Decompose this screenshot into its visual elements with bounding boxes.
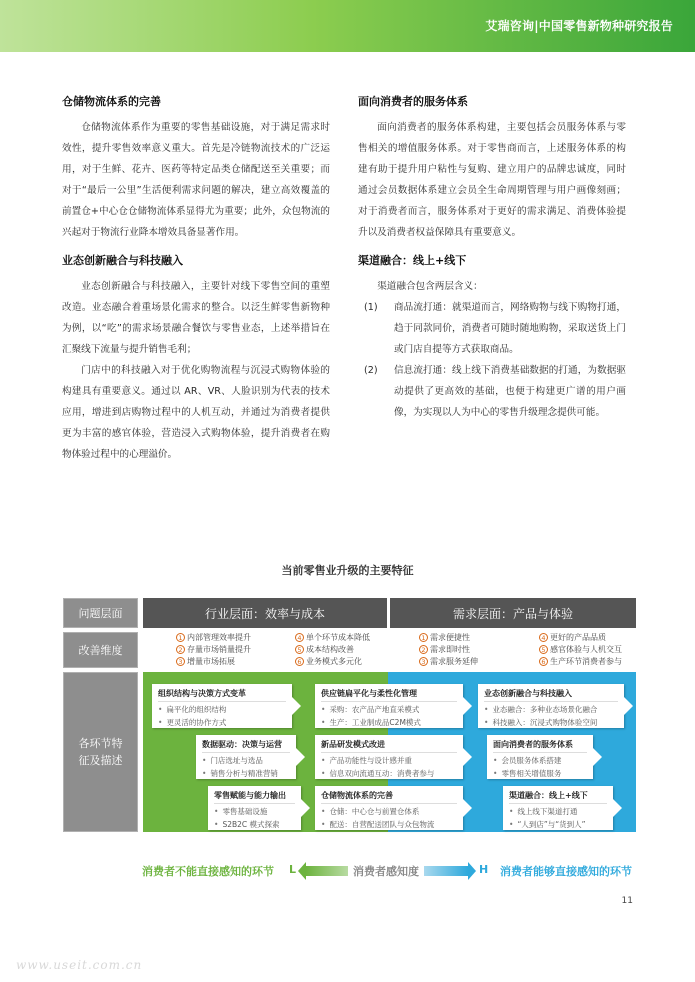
improvement-item: 2 需求即时性 <box>419 644 470 655</box>
section-title: 面向消费者的服务体系 <box>358 95 468 108</box>
improvement-item: 6 生产环节消费者参与 <box>539 656 622 667</box>
watermark: www.useit.com.cn <box>16 958 143 972</box>
high-perception-label: 消费者能够直接感知的环节 <box>500 865 632 878</box>
feature-card: 数据驱动：决策与运营 • 门店选址与选品 • 销售分析与精准营销 <box>196 735 296 779</box>
improvement-item: 3 增量市场拓展 <box>176 656 235 667</box>
feature-card: 零售赋能与能力输出 • 零售基础设施 • S2B2C 模式探索 <box>208 786 301 830</box>
list-text: 信息流打通：线上线下消费基础数据的打通，为数据驱动提供了更高效的基础，也便于构建更广谱的用户画像，为实现以人为中心的零售升级理念提供可能。 <box>394 365 626 418</box>
section-title: 渠道融合：线上+线下 <box>358 254 467 267</box>
improvement-item: 1 内部管理效率提升 <box>176 632 251 643</box>
improvement-item: 6 业务模式多元化 <box>295 656 362 667</box>
perception-scale <box>0 860 695 882</box>
header-bar <box>0 0 695 52</box>
improvement-item: 2 存量市场销量提升 <box>176 644 251 655</box>
improvement-list <box>143 630 636 670</box>
figure-title: 当前零售业升级的主要特征 <box>281 564 414 577</box>
number-badge: 6 <box>539 657 548 666</box>
paragraph: 渠道融合包含两层含义： <box>377 281 483 292</box>
list-item <box>358 360 626 423</box>
arrow-right-icon <box>424 866 468 876</box>
left-column <box>62 92 330 473</box>
feature-card: 面向消费者的服务体系 • 会员服务体系搭建 • 零售相关增值服务 <box>487 735 593 779</box>
improvement-item: 5 感官体验与人机交互 <box>539 644 622 655</box>
paragraph: 面向消费者的服务体系构建，主要包括会员服务体系与零售相关的增值服务体系。对于零售商而言，上述服务体系的构建有助于提升用户粘性与复购、建立用户的品牌忠诚度，同时通过会员数据体系建立会员全生命周期管理与用户画像刻画；对于消费者而言，服务体系对于更好的需求满足、消费体验提升以及消费者权益保障具有重要意义。 <box>358 122 626 238</box>
number-badge: 2 <box>176 645 185 654</box>
paragraph: 业态创新融合与科技融入，主要针对线下零售空间的重塑改造。业态融合着重场景化需求的整合。以泛生鲜零售新物种为例，以“吃”的需求场景融合餐饮与零售业态，上述举措旨在汇聚线下流量与提升销售毛利； <box>62 281 330 355</box>
page-number: 11 <box>621 896 633 906</box>
number-badge: 3 <box>176 657 185 666</box>
feature-card: 供应链扁平化与柔性化管理 • 采购：农产品产地直采模式 • 生产：工业制成品C2M模式 <box>315 684 463 728</box>
label-stage-description: 各环节特征及描述 <box>63 672 138 832</box>
number-badge: 3 <box>419 657 428 666</box>
list-text: 商品流打通：就渠道而言，网络购物与线下购物打通，趋于同款同价，消费者可随时随地购物，采取送货上门或门店自提等方式获取商品。 <box>394 302 626 355</box>
header-industry-level: 行业层面：效率与成本 <box>143 598 387 628</box>
number-badge: 2 <box>419 645 428 654</box>
right-column <box>358 92 626 423</box>
feature-card: 业态创新融合与科技融入 • 业态融合：多种业态场景化融合 • 科技融入：沉浸式购物体验空间 <box>478 684 624 728</box>
section-title: 仓储物流体系的完善 <box>62 95 161 108</box>
list-item <box>358 297 626 360</box>
improvement-item: 5 成本结构改善 <box>295 644 354 655</box>
number-badge: 1 <box>419 633 428 642</box>
list-number: (1) <box>364 302 378 313</box>
report-title: 艾瑞咨询|中国零售新物种研究报告 <box>485 19 673 33</box>
label-improvement-dimension: 改善维度 <box>63 632 138 668</box>
feature-card: 仓储物流体系的完善 • 仓储：中心仓与前置仓体系 • 配送：自营配送团队与众包物流 <box>315 786 463 830</box>
improvement-item: 3 需求服务延伸 <box>419 656 478 667</box>
improvement-item: 4 单个环节成本降低 <box>295 632 370 643</box>
number-badge: 5 <box>295 645 304 654</box>
number-badge: 6 <box>295 657 304 666</box>
low-perception-label: 消费者不能直接感知的环节 <box>142 865 274 878</box>
arrow-left-icon <box>306 866 348 876</box>
improvement-item: 4 更好的产品品质 <box>539 632 606 643</box>
label-problem-level: 问题层面 <box>63 598 138 628</box>
paragraph: 门店中的科技融入对于优化购物流程与沉浸式购物体验的构建具有重要意义。通过以 AR、VR、人脸识别为代表的技术应用，增进到店购物过程中的人机互动，并通过为消费者提供更为丰富的感官体验，营造浸入式购物体验，提升消费者在购物体验过程中的心理溢价。 <box>62 365 330 460</box>
number-badge: 4 <box>295 633 304 642</box>
number-badge: 4 <box>539 633 548 642</box>
feature-card: 渠道融合：线上+线下 • 线上线下渠道打通 • “人到店”与“货到人” <box>503 786 613 830</box>
feature-card: 新品研发模式改进 • 产品功能性与设计感并重 • 信息双向流通互动：消费者参与 <box>315 735 463 779</box>
paragraph: 仓储物流体系作为重要的零售基础设施，对于满足需求时效性，提升零售效率意义重大。首先是冷链物流技术的广泛运用，对于生鲜、花卉、医药等特定品类仓储配送至关重要；而对于“最后一公里”生活便利需求问题的解决，建立高效覆盖的前置仓+中心仓仓储物流体系显得尤为重要；此外，众包物流的兴起对于物流行业降本增效具备显著作用。 <box>62 122 330 238</box>
header-demand-level: 需求层面：产品与体验 <box>390 598 636 628</box>
list-number: (2) <box>364 365 378 376</box>
section-title: 业态创新融合与科技融入 <box>62 254 183 267</box>
perception-label: 消费者感知度 <box>353 865 419 878</box>
low-marker: L <box>289 863 297 876</box>
number-badge: 5 <box>539 645 548 654</box>
number-badge: 1 <box>176 633 185 642</box>
high-marker: H <box>479 863 489 876</box>
improvement-item: 1 需求便捷性 <box>419 632 470 643</box>
feature-card: 组织结构与决策方式变革 • 扁平化的组织结构 • 更灵活的协作方式 <box>152 684 292 728</box>
